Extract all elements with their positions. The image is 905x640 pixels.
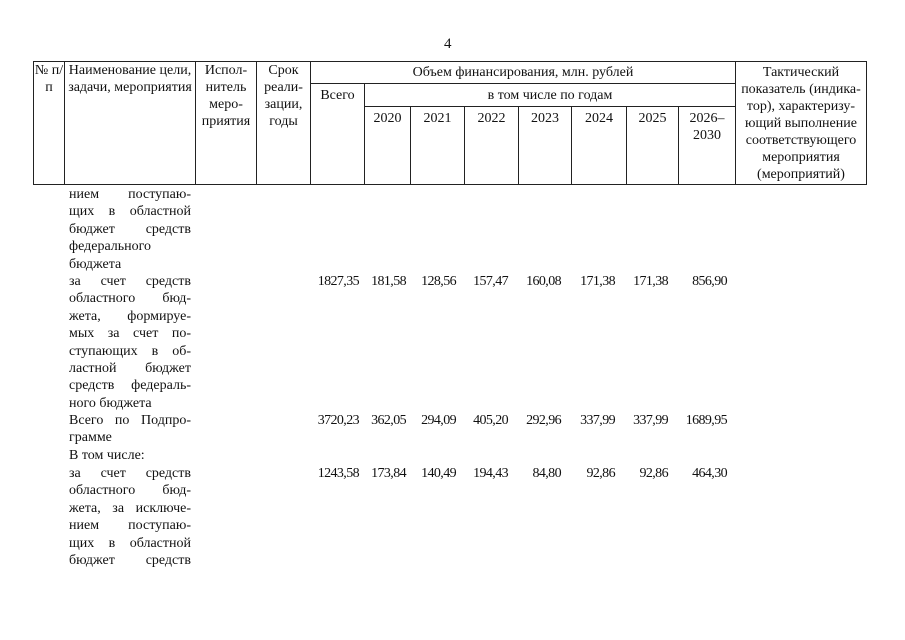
row-description: за счет средств областного бюд- жета, формируе- мых за счет по- ступающих в об- ластной бюджет средств федераль- ного бюджета [69, 274, 191, 411]
row-values [0, 412, 905, 432]
value-2025: 171,38 [633, 274, 668, 289]
header-year: 2024 [572, 107, 627, 185]
value-2024: 92,86 [586, 466, 615, 481]
header-funding: Объем финансирования, млн. рублей [311, 62, 736, 84]
row-description: Всего по Подпро- грамме [69, 413, 191, 446]
value-total: 3720,23 [317, 413, 359, 428]
value-2023: 292,96 [526, 413, 561, 428]
header-total: Всего [311, 84, 365, 185]
value-2022: 405,20 [473, 413, 508, 428]
header-year: 2020 [365, 107, 411, 185]
header-year: 2026–2030 [679, 107, 736, 185]
value-2021: 128,56 [421, 274, 456, 289]
header-name: Наименование цели, задачи, мероприятия [65, 62, 196, 185]
value-2026-2030: 464,30 [692, 466, 727, 481]
value-total: 1827,35 [317, 274, 359, 289]
value-2020: 173,84 [371, 466, 406, 481]
header-year: 2025 [627, 107, 679, 185]
value-2024: 337,99 [580, 413, 615, 428]
header-executor: Испол-нитель меро-приятия [196, 62, 257, 185]
page-number: 4 [444, 36, 452, 52]
header-year: 2022 [465, 107, 519, 185]
header-year: 2023 [519, 107, 572, 185]
row-description: нием поступаю- щих в областной бюджет средств федерального бюджета [69, 187, 191, 272]
row-description: за счет средств областного бюд- жета, за исключе- нием поступаю- щих в областной бюджет средств [69, 466, 191, 569]
value-2022: 157,47 [473, 274, 508, 289]
table-header [33, 61, 867, 185]
value-2024: 171,38 [580, 274, 615, 289]
value-2020: 362,05 [371, 413, 406, 428]
header-year: 2021 [411, 107, 465, 185]
header-indicator: Тактический показатель (индика-тор), характеризу-ющий выполнение соответствующего мероприятия (мероприятий) [736, 62, 867, 185]
header-by-years: в том числе по годам [365, 84, 736, 107]
header-term: Срок реали-зации, годы [257, 62, 311, 185]
header-num: № п/п [34, 62, 65, 185]
value-total: 1243,58 [317, 466, 359, 481]
value-2025: 337,99 [633, 413, 668, 428]
row-description: В том числе: [69, 448, 145, 463]
value-2026-2030: 856,90 [692, 274, 727, 289]
value-2023: 160,08 [526, 274, 561, 289]
value-2021: 294,09 [421, 413, 456, 428]
value-2026-2030: 1689,95 [685, 413, 727, 428]
value-2021: 140,49 [421, 466, 456, 481]
row-values [0, 273, 905, 293]
row-values [0, 465, 905, 485]
value-2022: 194,43 [473, 466, 508, 481]
value-2023: 84,80 [532, 466, 561, 481]
value-2020: 181,58 [371, 274, 406, 289]
value-2025: 92,86 [639, 466, 668, 481]
